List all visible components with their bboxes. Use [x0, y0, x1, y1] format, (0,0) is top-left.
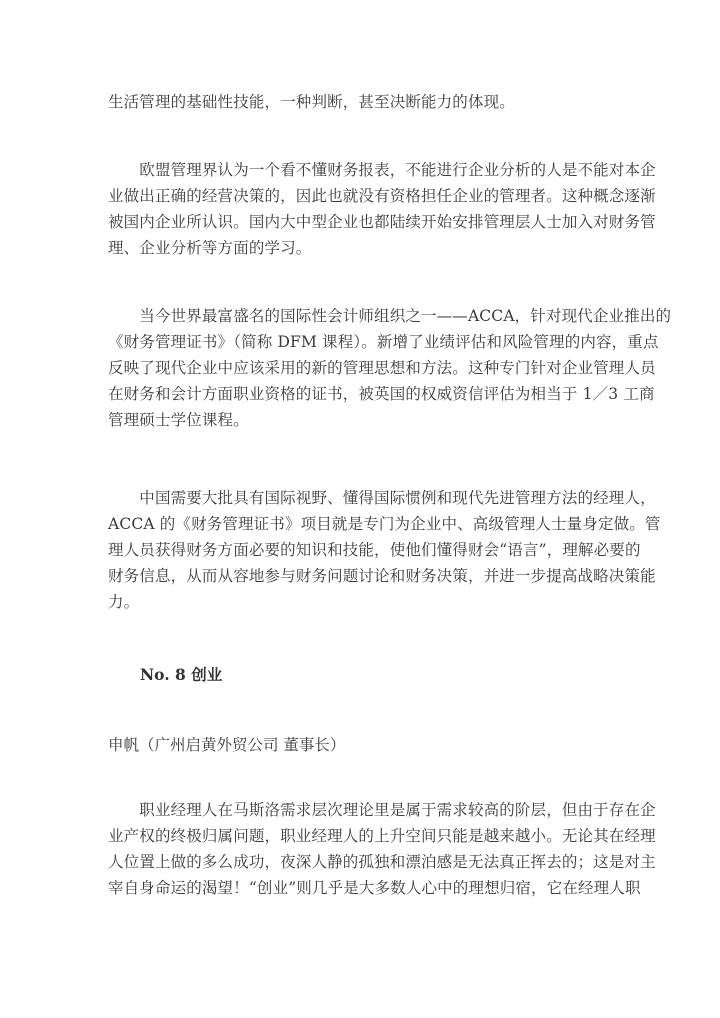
- text-line: 宰自身命运的渴望！“创业”则几乎是大多数人心中的理想归宿，它在经理人职: [108, 879, 641, 897]
- text-line: 中国需要大批具有国际视野、懂得国际惯例和现代先进管理方法的经理人，: [108, 489, 656, 507]
- text-line: ACCA 的《财务管理证书》项目就是专门为企业中、高级管理人士量身定做。管: [108, 515, 661, 533]
- text-line: 理人员获得财务方面必要的知识和技能，使他们懂得财会“语言”，理解必要的: [108, 541, 641, 559]
- text-line: 财务信息，从而从容地参与财务问题讨论和财务决策，并进一步提高战略决策能: [108, 567, 656, 585]
- text-line: 理、企业分析等方面的学习。: [108, 239, 312, 257]
- text-line: 力。: [108, 593, 140, 611]
- paragraph-entrepreneurship: [108, 797, 656, 901]
- section-heading: No. 8 创业: [140, 665, 223, 684]
- text-line: 生活管理的基础性技能，一种判断，甚至决断能力的体现。: [108, 93, 515, 111]
- text-line: 业做出正确的经营决策的，因此也就没有资格担任企业的管理者。这种概念逐渐: [108, 187, 656, 205]
- text-line: 管理硕士学位课程。: [108, 411, 249, 429]
- paragraph-intro: [108, 89, 616, 115]
- text-line: 被国内企业所认识。国内大中型企业也都陆续开始安排管理层人士加入对财务管: [108, 213, 656, 231]
- paragraph-acca-intro: [108, 303, 672, 433]
- text-line: 反映了现代企业中应该采用的新的管理思想和方法。这种专门针对企业管理人员: [108, 359, 656, 377]
- text-line: 业产权的终极归属问题，职业经理人的上升空间只能是越来越小。无论其在经理: [108, 827, 656, 845]
- text-line: 《财务管理证书》（简称 DFM 课程）。新增了业绩评估和风险管理的内容，重点: [108, 333, 659, 351]
- text-line: 人位置上做的多么成功，夜深人静的孤独和漂泊感是无法真正挥去的；这是对主: [108, 853, 656, 871]
- text-line: 欧盟管理界认为一个看不懂财务报表，不能进行企业分析的人是不能对本企: [108, 161, 656, 179]
- text-line: 在财务和会计方面职业资格的证书，被英国的权威资信评估为相当于 1／3 工商: [108, 385, 655, 403]
- text-line: 当今世界最富盛名的国际性会计师组织之一——ACCA，针对现代企业推出的: [108, 307, 672, 325]
- paragraph-eu-management: [108, 157, 656, 261]
- author-line: 申帆（广州启黄外贸公司 董事长）: [108, 736, 346, 754]
- paragraph-china-needs: [108, 485, 661, 615]
- text-line: 职业经理人在马斯洛需求层次理论里是属于需求较高的阶层，但由于存在企: [108, 801, 656, 819]
